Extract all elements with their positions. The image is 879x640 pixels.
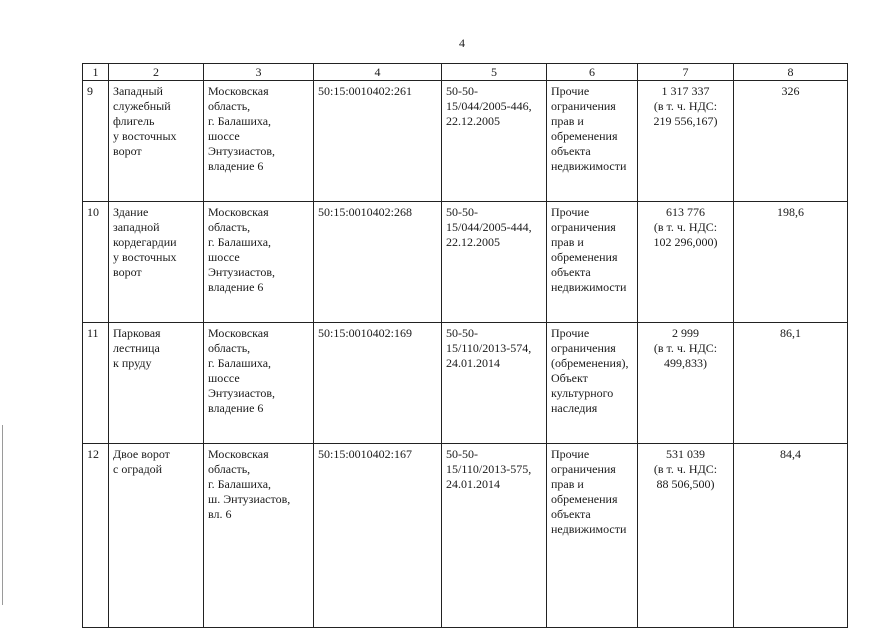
- column-header: 7: [638, 64, 734, 81]
- table-row: [83, 202, 848, 323]
- column-header: 8: [734, 64, 848, 81]
- area-value: 326: [734, 81, 848, 202]
- registration-record: 50-50- 15/044/2005-444, 22.12.2005: [442, 202, 547, 323]
- row-number: 10: [83, 202, 109, 323]
- object-name: Здание западной кордегардии у восточных ворот: [109, 202, 204, 323]
- row-number: 11: [83, 323, 109, 444]
- cost-value: 613 776 (в т. ч. НДС: 102 296,000): [638, 202, 734, 323]
- encumbrance: Прочие ограничения прав и обременения объекта недвижимости: [547, 202, 638, 323]
- object-name: Парковая лестница к пруду: [109, 323, 204, 444]
- table-header-row: [83, 64, 848, 81]
- page-number: 4: [459, 36, 465, 50]
- cost-value: 1 317 337 (в т. ч. НДС: 219 556,167): [638, 81, 734, 202]
- registration-record: 50-50- 15/110/2013-574, 24.01.2014: [442, 323, 547, 444]
- column-header: 3: [204, 64, 314, 81]
- cadastral-number: 50:15:0010402:268: [314, 202, 442, 323]
- column-header: 5: [442, 64, 547, 81]
- object-address: Московская область, г. Балашиха, шоссе Энтузиастов, владение 6: [204, 81, 314, 202]
- registration-record: 50-50- 15/110/2013-575, 24.01.2014: [442, 444, 547, 628]
- cadastral-number: 50:15:0010402:167: [314, 444, 442, 628]
- object-address: Московская область, г. Балашиха, шоссе Энтузиастов, владение 6: [204, 202, 314, 323]
- cadastral-number: 50:15:0010402:261: [314, 81, 442, 202]
- cost-value: 531 039 (в т. ч. НДС: 88 506,500): [638, 444, 734, 628]
- column-header: 4: [314, 64, 442, 81]
- table-row: [83, 323, 848, 444]
- area-value: 86,1: [734, 323, 848, 444]
- object-address: Московская область, г. Балашиха, ш. Энтузиастов, вл. 6: [204, 444, 314, 628]
- object-name: Двое ворот с оградой: [109, 444, 204, 628]
- table-row: [83, 81, 848, 202]
- object-address: Московская область, г. Балашиха, шоссе Энтузиастов, владение 6: [204, 323, 314, 444]
- scan-edge-line: [2, 425, 3, 605]
- object-name: Западный служебный флигель у восточных ворот: [109, 81, 204, 202]
- row-number: 9: [83, 81, 109, 202]
- column-header: 2: [109, 64, 204, 81]
- encumbrance: Прочие ограничения прав и обременения объекта недвижимости: [547, 81, 638, 202]
- encumbrance: Прочие ограничения прав и обременения объекта недвижимости: [547, 444, 638, 628]
- cadastral-number: 50:15:0010402:169: [314, 323, 442, 444]
- registration-record: 50-50- 15/044/2005-446, 22.12.2005: [442, 81, 547, 202]
- property-table: [82, 63, 848, 628]
- encumbrance: Прочие ограничения (обременения), Объект культурного наследия: [547, 323, 638, 444]
- column-header: 1: [83, 64, 109, 81]
- column-header: 6: [547, 64, 638, 81]
- table-row: [83, 444, 848, 628]
- row-number: 12: [83, 444, 109, 628]
- cost-value: 2 999 (в т. ч. НДС: 499,833): [638, 323, 734, 444]
- area-value: 84,4: [734, 444, 848, 628]
- area-value: 198,6: [734, 202, 848, 323]
